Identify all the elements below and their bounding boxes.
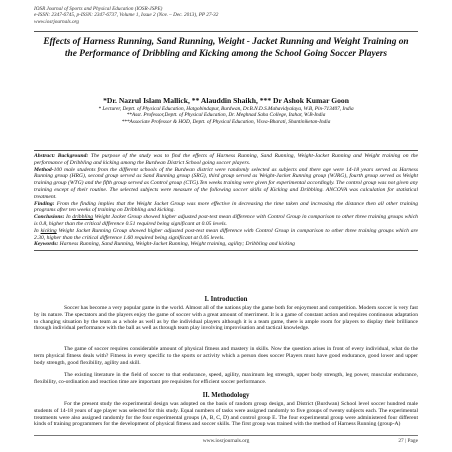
abstract-keywords-text: Harness Running, Sand Running, Weight-Jacket Running, Weight training, agility; Dribbling and kicking [59, 241, 295, 248]
abstract-conclusions-label: Conclusions: [34, 214, 65, 221]
footer-page-number: 27 | Page [398, 438, 418, 444]
abstract-conclusions-1-term: dribbling [72, 214, 94, 221]
section-methodology-title: II. Methodology [202, 392, 250, 399]
affiliation-2: **Asst. Professor,Deptt. of Physical Education, Dr. Meghnad Saha College, Itahar, W.B-India [126, 112, 326, 119]
journal-header [34, 6, 218, 25]
abstract-method [34, 167, 418, 201]
abstract-conclusions [34, 214, 418, 228]
abstract-conclusions-2 [34, 228, 418, 242]
footer-rule [34, 435, 418, 436]
abstract-conclusions-2-term: kicking [40, 227, 57, 234]
abstract-method-text: 100 male students from the different schools of the Burdwan district were randomly selected as subjects and there age were 14-18 years served as Harness Running group (HRG), second group served as Sand Running group (SRG), third group served as Weight-Jacket Running group (WJRG), fourth group served as Weight training group (WTG) and the fifth group served as Control group (CTG).Ten weeks training were given for experimental accordingly. The control group was not given any training except of their routine. The selected subjects were measure of the following soccer skills of Kicking and Dribbling. ANCOVA was calculation for statistical treatment. [34, 166, 418, 200]
header-rule [34, 31, 418, 32]
journal-issn: e-ISSN: 2347-6745, p-ISSN: 2347-6737, Volume 1, Issue 2 (Nov. – Dec. 2013), PP 27-32 [34, 12, 219, 19]
abstract-background-text: The purpose of the study was to find the effects of Harness Running, Sand Running, Weight-Jacket Running and Weight training on the performance of Dribbling and kicking among the Burdwan District School going soccer players. [34, 153, 418, 166]
paper-title: Effects of Harness Running, Sand Running, Weight - Jacket Running and Weight Training on the Performance of Dribbling and Kicking among the School Going Soccer Players [43, 37, 409, 59]
journal-site[interactable]: www.iosrjournals.org [34, 18, 79, 25]
abstract-finding [34, 201, 418, 215]
introduction-paragraph-3: The existing literature in the field of soccer to that endurance, speed, agility, maximum leg strength, upper body strength, leg power, muscular endurance, flexibility, co-ordination and reaction time are important pre requisites for efficient soccer performance. [34, 372, 418, 385]
abstract-conclusions-1-text: Weight Jacket Group showed higher adjusted post-test mean difference with Control Group in comparison to other three training groups which is 0.8, higher than the critical difference 0.51 required being significant at 0.05 levels. [34, 214, 418, 227]
abstract-background-label: Abstract: Background: [34, 153, 89, 159]
abstract-keywords [34, 241, 418, 248]
section-introduction-title: I. Introduction [204, 296, 248, 303]
abstract-conclusions-2-pre: In [34, 227, 39, 234]
abstract-conclusions-1-pre: In [66, 214, 71, 221]
introduction-paragraph-2: The game of soccer requires considerable amount of physical fitness and mastery in skills. Now the question arises in front of every individual, what do the term physical fitness deals with? Fitness in every specific to the sports or activity which a person does soccer Players must have good endurance, good lower and upper body strength, good flexibility, agility and skill. [34, 346, 418, 366]
affiliation-1: * Lecturer, Deptt. of Physical Education, Hatgobindapur, Burdwan, Dr.B.N.D.S.Mahavidyalaya, W.B, Pin-713407, India [98, 106, 354, 112]
abstract-finding-label: Finding: [34, 200, 55, 207]
abstract-background [34, 153, 418, 167]
introduction-paragraph-1: Soccer has become a very popular game in the world. Almost all of the nations play the game both for enjoyment and competition. Modern soccer is very fast by its nature. The spectators and the players enjoy the game of soccer with a great amount of merriment. It is a game of constant action and requires continuous adaptation to changing situation by the team as a whole as well as by the individual players although it is a team game, there is ample room for players to display their brilliance through individual performance with the ball as well as through team play involving improvisation and tactical knowledge. [34, 305, 418, 332]
abstract-conclusions-2-text: Weight Jacket Running Group showed higher adjusted post-test mean difference with Control Group in comparison to other three training groups which are 2.30, higher than the critical difference 1.60 required being significant at 0.05 levels. [34, 227, 418, 241]
abstract-box [34, 150, 418, 251]
affiliation-3: ***Associate Professor & HOD, Deptt. of Physical Education, Visva-Bharati, Shantiniketan-India [121, 118, 331, 125]
abstract-finding-text: From the finding implies that the Weight Jacket Group was more effective in decreasing the time taken and increasing the distance then all other training programs after ten weeks of training on Dribbling and kicking. [34, 200, 418, 214]
journal-name: IOSR Journal of Sports and Physical Education (IOSR-JSPE) [34, 6, 163, 12]
abstract-keywords-label: Keywords: [34, 241, 59, 248]
methodology-paragraph-1: For the present study the experimental design was adopted on the basis of random group design, and District (Burdwan) School level soccer hundred male students of 14-18 years of age player was selected for this study. Equal numbers of tasks were assigned randomly to five groups of twenty subjects each. The experimental treatments were also assigned randomly for the four experimental groups (A, B, C, D) and control group E. The four experimental group were administered four different kinds of training programmers for the development of physical fitness and soccer skills. The first group was trained with the method of Harness Running (group-A) [34, 401, 418, 428]
paper-authors: *Dr. Nazrul Islam Mallick, ** Alauddin Shaikh, *** Dr Ashok Kumar Goon [103, 96, 349, 105]
footer-url[interactable]: www.iosrjournals.org [202, 438, 250, 444]
author-affiliations [40, 106, 412, 125]
abstract-method-label: Method- [34, 166, 54, 173]
